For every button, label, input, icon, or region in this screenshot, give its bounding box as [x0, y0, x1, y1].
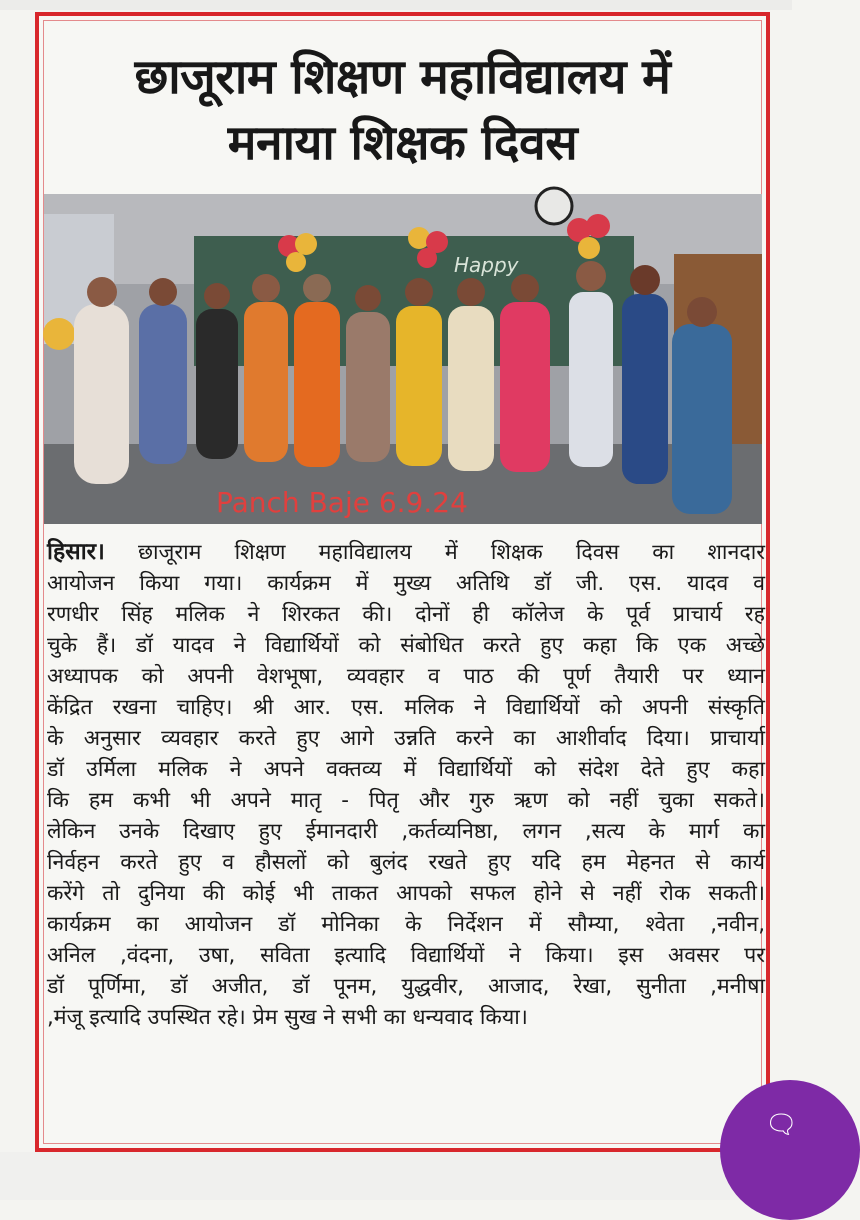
article-line: कि हम कभी भी अपने मातृ - पितृ और गुरु ऋण को नहीं चुका सकते। [47, 788, 765, 813]
article-line: डॉ उर्मिला मलिक ने अपने वक्तव्य में विद्यार्थियों को संदेश देते हुए कहा [47, 757, 765, 782]
wall-clock [536, 188, 572, 224]
article-line: अध्यापक को अपनी वेशभूषा, व्यवहार व पाठ की पूर्ण तैयारी पर ध्यान [47, 664, 765, 689]
group-photo-illustration [44, 194, 762, 524]
article-line [47, 537, 765, 568]
article-line: आयोजन किया गया। कार्यक्रम में मुख्य अतिथि डॉ जी. एस. यादव व [47, 571, 765, 596]
article-line: चुके हैं। डॉ यादव ने विद्यार्थियों को संबोधित करते हुए कहा कि एक अच्छे [47, 633, 765, 658]
bottom-strip [0, 1152, 792, 1200]
headline-line-2: मनाया शिक्षक दिवस [227, 115, 578, 171]
article-line: रणधीर सिंह मलिक ने शिरकत की। दोनों ही कॉलेज के पूर्व प्राचार्य रह [47, 602, 765, 627]
top-status-strip [0, 0, 792, 10]
chat-bubble-icon[interactable]: 🗨 [765, 1110, 799, 1140]
chalkboard-text: Happy [454, 253, 519, 277]
headline-line-1: छाजूराम शिक्षण महाविद्यालय में [134, 49, 671, 105]
article-line-text: छाजूराम शिक्षण महाविद्यालय में शिक्षक दिवस का शानदार [104, 540, 765, 565]
dateline: हिसार। [47, 539, 105, 565]
chat-button[interactable] [720, 1080, 860, 1220]
news-clipping [35, 12, 770, 1152]
article-line: डॉ पूर्णिमा, डॉ अजीत, डॉ पूनम, युद्धवीर, आजाद, रेखा, सुनीता ,मनीषा [47, 974, 765, 999]
article-line: कार्यक्रम का आयोजन डॉ मोनिका के निर्देशन में सौम्या, श्वेता ,नवीन, [47, 912, 765, 937]
article-line: करेंगे तो दुनिया की कोई भी ताकत आपको सफल होने से नहीं रोक सकती। [47, 881, 765, 906]
article-line: लेकिन उनके दिखाए हुए ईमानदारी ,कर्तव्यनिष्ठा, लगन ,सत्य के मार्ग का [47, 819, 765, 844]
article-line: ,मंजू इत्यादि उपस्थित रहे। प्रेम सुख ने सभी का धन्यवाद किया। [47, 1005, 528, 1030]
event-photo [44, 194, 762, 524]
article-line: अनिल ,वंदना, उषा, सविता इत्यादि विद्यार्थियों ने किया। इस अवसर पर [47, 943, 765, 968]
headline [39, 44, 766, 176]
article-line: के अनुसार व्यवहार करते हुए आगे उन्नति करने का आशीर्वाद दिया। प्राचार्या [47, 726, 765, 751]
article-line: निर्वहन करते हुए व हौसलों को बुलंद रखते हुए यदि हम मेहनत से कार्य [47, 850, 765, 875]
article-body [47, 537, 765, 1033]
photo-watermark: Panch Baje 6.9.24 [216, 486, 468, 519]
article-line: केंद्रित रखना चाहिए। श्री आर. एस. मलिक ने विद्यार्थियों को अपनी संस्कृति [47, 695, 765, 720]
